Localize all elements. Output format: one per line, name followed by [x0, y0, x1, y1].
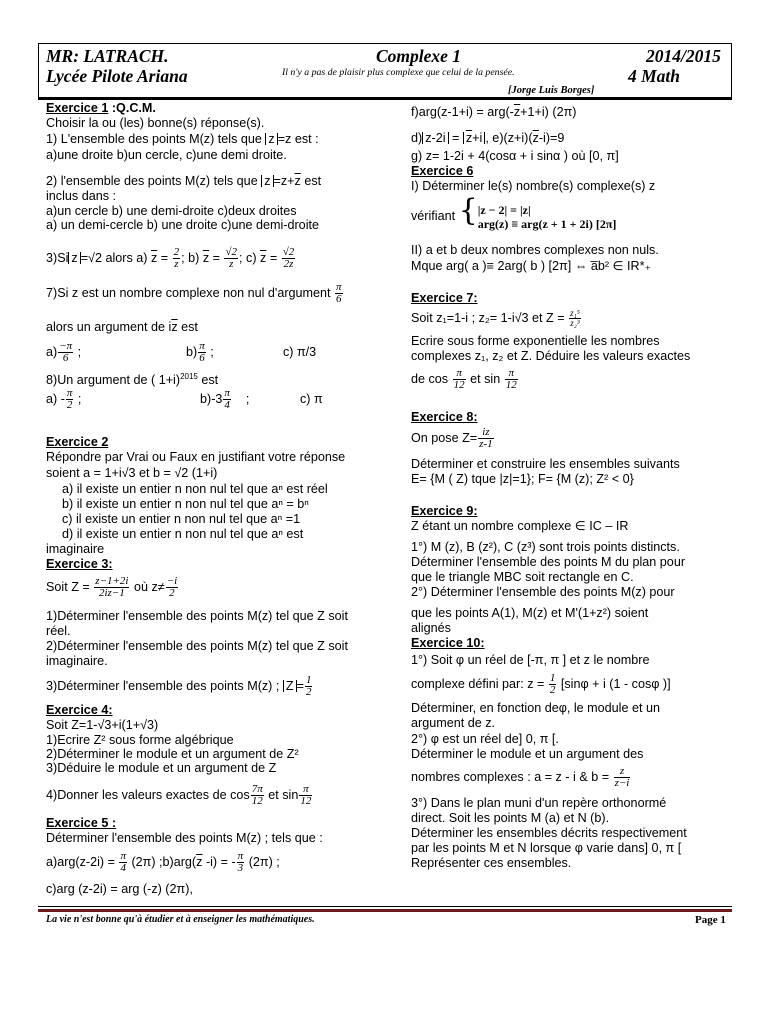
fraction [94, 576, 129, 599]
denominator: z-1 [479, 438, 493, 451]
ex1-q1 [46, 132, 319, 146]
denominator: 2 [305, 686, 312, 699]
numerator: π [299, 784, 312, 796]
numerator: z₁⁵ [570, 308, 580, 319]
ex9-l3: Déterminer l'ensemble des points M du plan pour [411, 555, 686, 569]
denominator: 2 [169, 587, 175, 600]
ex1-q1-end: =z est : [277, 132, 319, 146]
z-bar: $\overline{z}$ [260, 251, 267, 265]
ex3-def-cond: où z≠ [133, 580, 165, 594]
ex5-c: c)arg (z-2i) = arg (-z) (2π), [46, 882, 193, 896]
option-a: a) [46, 345, 58, 359]
ex2-c: c) il existe un entier n non nul tel que aⁿ =1 [62, 512, 301, 526]
numerator: −π [59, 340, 73, 353]
fraction [251, 784, 264, 807]
fraction [224, 247, 238, 270]
exercise-1-title: Exercice 1 [46, 101, 109, 115]
option-b: b)-3 [200, 392, 223, 406]
ex4-def: Soit Z=1-√3+i(1+√3) [46, 718, 159, 732]
fraction [282, 247, 296, 270]
z-bar: $\overline{z}$ [171, 320, 178, 334]
exercise-5-title: Exercice 5 : [46, 816, 117, 830]
ex1-q3-mid: =√2 alors a) [80, 251, 148, 265]
exercise-1-heading [46, 101, 156, 115]
numerator: π [199, 340, 205, 353]
ex10-l6: Déterminer le module et un argument des [411, 747, 644, 761]
denominator: z [229, 258, 234, 271]
numerator: 7π [251, 783, 263, 796]
ex5-a-text: a)arg(z-2i) = [46, 855, 115, 869]
exercise-10-title: Exercice 10: [411, 636, 485, 650]
z-bar: $\overline{z}$ [532, 131, 539, 145]
denominator: 4 [224, 399, 230, 412]
ex1-q1-text: 1) L'ensemble des points M(z) tels que [46, 132, 262, 146]
fraction [198, 341, 206, 364]
equation-1: |z − 2| = |z| [477, 202, 531, 217]
ex1-q2-options-1: a)un cercle b) une demi-droite c)deux droites [46, 204, 297, 218]
ex5-e-text: , e)(z+i)( [485, 131, 533, 145]
ex1-q2-options-2: a) un demi-cercle b) une droite c)une demi-droite [46, 218, 319, 232]
numerator: π [336, 281, 342, 294]
exercise-8-title: Exercice 8: [411, 410, 478, 424]
exercise-4-title: Exercice 4: [46, 703, 113, 717]
ex5-d-label: d) [411, 131, 423, 145]
ex9-l6: que les points A(1), M(z) et M'(1+z²) soient [411, 606, 649, 620]
author: MR: LATRACH. [46, 46, 169, 66]
numerator: π [224, 387, 230, 400]
z-bar: $\overline{z}$ [202, 251, 210, 265]
school-name: Lycée Pilote Ariana [46, 66, 188, 86]
ex2-d-cont: imaginaire [46, 542, 105, 556]
equation-2: arg(z) ≡ arg(z + 1 + 2i) [2π] [477, 216, 617, 231]
ex5-e-end: -i)=9 [538, 131, 565, 145]
numerator: iz [478, 427, 493, 439]
fraction [569, 309, 581, 328]
ex10-l11: par les points M et N lorsque φ varie dans] 0, π [ [411, 841, 682, 855]
ex3-def-text: Soit Z = [46, 580, 90, 594]
ex1-q8-text: 8)Un argument de ( 1+i) [46, 373, 181, 388]
denominator: z₂³ [570, 318, 580, 329]
ex6-show: Mque arg( a )≡ 2arg( b ) [2π] ⇔ a̅b² ∈ IR*₊ [411, 259, 652, 273]
ex3-def [46, 572, 179, 602]
ex1-q2-end: est [304, 174, 322, 188]
abs-z: z [265, 133, 277, 145]
denominator: 3 [237, 862, 244, 875]
fraction [305, 675, 313, 698]
z-bar: $\overline{z}$ [513, 105, 521, 119]
ex10-l3: Déterminer, en fonction deφ, le module et un [411, 701, 660, 715]
ex7-def [411, 305, 582, 331]
ex1-q7-text: 7)Si z est un nombre complexe non nul d'argument [46, 286, 331, 300]
numerator: z [614, 766, 631, 778]
ex10-l9: direct. Soit les points M (a) et N (b). [411, 811, 610, 825]
ex5-g: g) z= 1-2i + 4(cosα + i sinα ) où [0, π] [411, 149, 619, 163]
ex4-q3: 3)Déduire le module et un argument de Z [46, 761, 277, 775]
ex7-l3: complexes z₁, z₂ et Z. Déduire les valeurs exactes [411, 349, 691, 363]
numerator: π [237, 850, 244, 863]
ex7-cos: de cos [411, 372, 449, 386]
denominator: 4 [120, 862, 126, 875]
ex9-l7: alignés [411, 621, 451, 635]
ex5-b-mid: -i) = - [205, 855, 236, 869]
fraction [478, 427, 493, 450]
ex10-l7 [411, 764, 631, 790]
ex1-q2-cont: inclus dans : [46, 189, 117, 203]
ex1-q8-option-b: b)-3 $\frac{\pi}{4}$ ; [200, 387, 250, 412]
quote: Il n'y a pas de plaisir plus complexe que celui de la pensée. [282, 67, 515, 78]
z-bar: $\overline{z}$ [196, 855, 203, 869]
ex5-d-e [411, 131, 564, 145]
option-a: a) - [46, 392, 65, 406]
ex9-l4: que le triangle MBC soit rectangle en C. [411, 570, 634, 584]
exercise-7-title: Exercice 7: [411, 291, 478, 305]
exponent: 2015 [180, 372, 198, 381]
ex9-l5: 2°) Déterminer l'ensemble des points M(z) pour [411, 585, 675, 599]
ex8-l3: E= {M ( Z) tque |z|=1}; F= {M (z); Z² < 0} [411, 472, 634, 486]
z-bar: $\overline{z}$ [150, 251, 158, 265]
denominator: 6 [336, 293, 342, 306]
ex3-q1-cont: réel. [46, 624, 71, 638]
ex9-l1: Z étant un nombre complexe ∈ IC – IR [411, 519, 629, 533]
ex5-a [46, 850, 280, 874]
ex7-l2: Ecrire sous forme exponentielle les nombres [411, 334, 660, 348]
denominator: 2iz−1 [98, 587, 125, 600]
denominator: 2z [283, 258, 294, 271]
ex1-q7-cont [46, 320, 198, 334]
ex10-def-text: complexe défini par: z = [411, 677, 545, 691]
school-year: 2014/2015 [646, 46, 721, 66]
ex2-b: b) il existe un entier n non nul tel que aⁿ = bⁿ [62, 497, 309, 511]
ex1-q7 [46, 281, 344, 305]
denominator: 6 [199, 352, 205, 365]
exercise-3-title: Exercice 3: [46, 557, 113, 571]
equals: = [452, 131, 460, 145]
ex8-def-text: On pose Z= [411, 431, 478, 445]
exercise-9-title: Exercice 9: [411, 504, 478, 518]
ex8-def [411, 425, 495, 451]
ex1-q7-option-b: b) $\frac{\pi}{6}$ ; [186, 340, 214, 365]
equals: = [296, 679, 304, 693]
plus-i: +i [472, 131, 483, 145]
ex9-l2: 1°) M (z), B (z²), C (z³) sont trois points distincts. [411, 540, 680, 554]
abs-z: z [261, 175, 273, 187]
header-divider [38, 98, 732, 100]
ex5-f-text: f)arg(z-1+i) = arg(- [411, 105, 514, 119]
ex2-d: d) il existe un entier n non nul tel que aⁿ est [62, 527, 304, 541]
fraction [335, 282, 343, 305]
ex7-l4 [411, 366, 519, 392]
ex5-f [411, 105, 576, 119]
ex1-q7-options: a) $\frac{-\pi}{6}$ ; [46, 340, 82, 365]
ex1-q2-text: 2) l'ensemble des points M(z) tels que [46, 174, 258, 188]
abs-z-2i: z-2i [422, 132, 448, 144]
ex4-q1: 1)Ecrire Z² sous forme algébrique [46, 733, 234, 747]
option-b: b) [186, 345, 198, 359]
ex6-system [411, 193, 617, 232]
ex1-intro: Choisir la ou (les) bonne(s) réponse(s). [46, 116, 265, 130]
ex3-q2-cont: imaginaire. [46, 654, 108, 668]
ex5-b-end: (2π) ; [248, 855, 280, 869]
ex5-b-text: (2π) ;b)arg( [131, 855, 197, 869]
ex1-q2 [46, 174, 321, 188]
z-bar: $\overline{z}$ [294, 174, 301, 188]
ex1-q8 [46, 370, 218, 387]
exercise-6-title: Exercice 6 [411, 164, 474, 178]
numerator: z−1+2i [95, 575, 129, 588]
footer-divider-thick [38, 909, 732, 912]
ex1-q3-c: ; c) [239, 251, 257, 265]
ex6-part1: I) Déterminer le(s) nombre(s) complexe(s) z [411, 179, 656, 193]
ex10-l10: Déterminer les ensembles décrits respectivement [411, 826, 687, 840]
numerator: √2 [225, 246, 238, 259]
ex7-def-text: Soit z₁=1-i ; z₂= 1-i√3 et Z = [411, 311, 565, 325]
equation-system [478, 203, 617, 231]
fraction [166, 576, 178, 599]
denominator: z−i [614, 777, 630, 790]
numerator: π [453, 368, 466, 380]
ex10-l12: Représenter ces ensembles. [411, 856, 572, 870]
ex1-q7-end: est [181, 320, 198, 334]
ex8-l2: Déterminer et construire les ensembles suivants [411, 457, 680, 471]
ex5-f-end: +1+i) (2π) [520, 105, 577, 119]
ex10-l8: 3°) Dans le plan muni d'un repère orthonormé [411, 796, 667, 810]
denominator: 6 [62, 352, 69, 365]
page-number: Page 1 [695, 914, 726, 926]
denominator: 12 [505, 379, 517, 392]
abs-z: z [68, 252, 80, 264]
ex1-q8-option-c: c) π [300, 392, 323, 406]
doc-title: Complexe 1 [376, 46, 462, 66]
ex1-q2-mid: =z+ [273, 174, 295, 188]
fraction [119, 851, 127, 874]
fraction [505, 368, 518, 391]
numerator: π [120, 850, 126, 863]
ex6-part2: II) a et b deux nombres complexes non nuls. [411, 243, 659, 257]
ex1-q8-option-a: a) - $\frac{\pi}{2}$ ; [46, 387, 82, 412]
fraction [614, 766, 631, 789]
fraction [549, 673, 557, 696]
ex1-q3-text: 3)Si [46, 251, 69, 265]
fraction [237, 851, 245, 874]
numerator: −i [166, 575, 178, 588]
ex5-intro: Déterminer l'ensemble des points M(z) ; tels que : [46, 831, 323, 845]
ex2-a: a) il existe un entier n non nul tel que aⁿ est réel [62, 482, 328, 496]
ex1-q7-option-c: c) π/3 [283, 345, 317, 359]
denominator: 12 [251, 795, 263, 808]
ex7-sin: et sin [470, 372, 501, 386]
ex10-def-end: [sinφ + i (1 - cosφ )] [560, 677, 671, 691]
fraction [58, 341, 73, 364]
ex1-q3: 3)Si z =√2 alors a) $\overline{z}$ = $\frac{2}{z}$ ; b) $\overline{z}$ = $\frac{√2}{z}$ ; c) $\overline{z}$ = $\frac{√2}{2z}$ [46, 246, 295, 271]
ex1-q7-text2: alors un argument de i [46, 320, 172, 334]
ex10-numbers: nombres complexes : a = z - i & b = [411, 770, 610, 784]
quote-author: [Jorge Luis Borges] [508, 85, 595, 96]
ex3-q3 [46, 674, 313, 698]
ex4-q4-mid: et sin [268, 788, 299, 802]
ex3-q3-text: 3)Déterminer l'ensemble des points M(z) ; [46, 679, 280, 693]
numerator: √2 [282, 246, 295, 259]
footer-divider [38, 906, 732, 907]
numerator: 1 [305, 674, 312, 687]
abs-Z: Z [283, 680, 297, 692]
ex4-q4 [46, 783, 313, 807]
abs-zbar-i: $\overline{z}+i$ [463, 132, 485, 144]
numerator: π [505, 368, 518, 380]
numerator: π [66, 387, 73, 400]
ex3-q1: 1)Déterminer l'ensemble des points M(z) tel que Z soit [46, 609, 348, 623]
denominator: 2 [66, 399, 73, 412]
denominator: 12 [453, 379, 465, 392]
ex2-instruction: Répondre par Vrai ou Faux en justifiant votre réponse [46, 450, 346, 464]
ex1-q1-options: a)une droite b)un cercle, c)une demi droite. [46, 148, 287, 162]
ex6-verifiant: vérifiant [411, 209, 456, 223]
fraction [66, 388, 74, 411]
denominator: 12 [300, 795, 312, 808]
ex4-q4-text: 4)Donner les valeurs exactes de cos [46, 788, 250, 802]
exercise-2-title: Exercice 2 [46, 435, 109, 449]
footer-motto: La vie n'est bonne qu'à étudier et à enseigner les mathématiques. [46, 914, 315, 925]
fraction [223, 388, 231, 411]
ex10-l2 [411, 672, 671, 696]
denominator: z [174, 258, 179, 271]
ex10-l5: 2°) φ est un réel de] 0, π [. [411, 732, 559, 746]
fraction [173, 247, 181, 270]
ex3-q2: 2)Déterminer l'ensemble des points M(z) tel que Z soit [46, 639, 348, 653]
ex1-q3-b: ; b) [181, 251, 200, 265]
ex2-givens: soient a = 1+i√3 et b = √2 (1+i) [46, 466, 218, 480]
ex10-l4: argument de z. [411, 716, 496, 730]
fraction [299, 784, 312, 807]
denominator: 2 [549, 684, 556, 697]
ex10-l1: 1°) Soit φ un réel de [-π, π ] et z le nombre [411, 653, 650, 667]
numerator: 1 [549, 672, 556, 685]
ex4-q2: 2)Déterminer le module et un argument de Z² [46, 747, 299, 761]
grade: 4 Math [628, 66, 681, 86]
ex1-q8-end: est [197, 373, 219, 388]
exercise-1-type: :Q.C.M. [108, 101, 156, 115]
left-brace: { [458, 193, 478, 228]
numerator: 2 [173, 246, 180, 259]
fraction [453, 368, 466, 391]
